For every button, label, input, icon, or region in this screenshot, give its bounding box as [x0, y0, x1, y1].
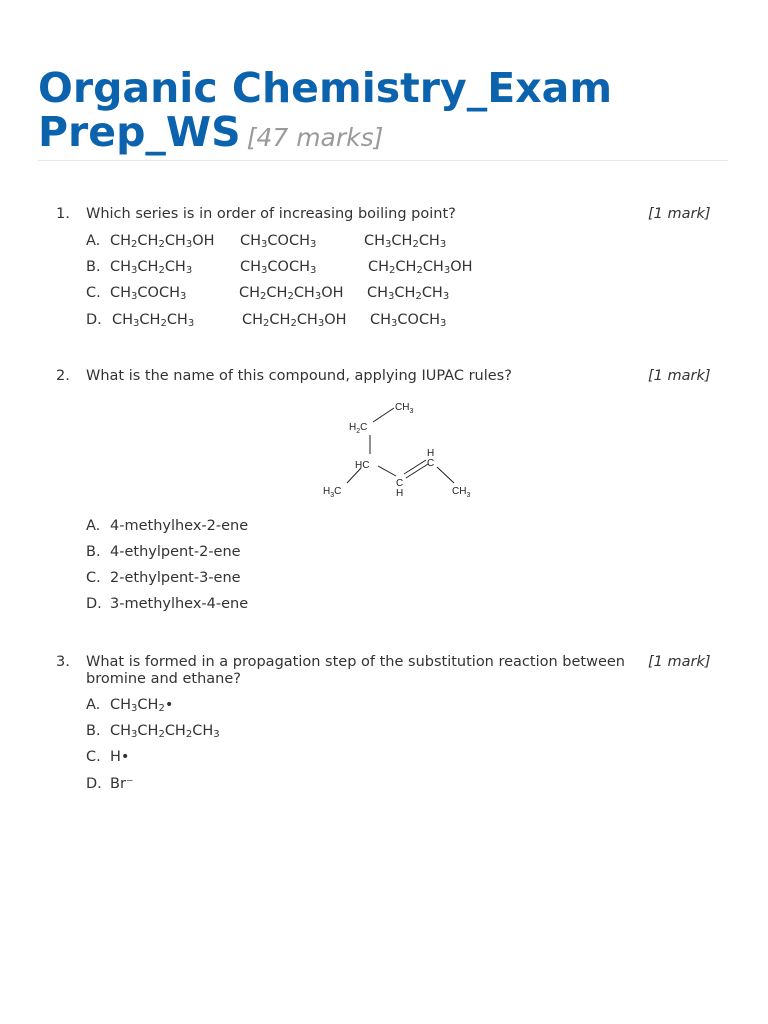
option-letter: C. — [86, 285, 101, 301]
atom-label: $H_2C$ — [349, 422, 368, 435]
formula: $CH_2CH_2CH_3OH$ — [242, 312, 347, 329]
atom-label-c-top — [427, 458, 434, 469]
option-text: 3-methylhex-4-ene — [110, 596, 249, 612]
atom-label-h2c — [349, 422, 367, 435]
formula: $CH_3CH_2CH_3$ — [364, 233, 447, 250]
atom-label: $H_3C$ — [323, 486, 342, 499]
structural-formula — [318, 398, 488, 502]
atom-label-h-bottom — [396, 488, 403, 499]
option-text: 4-methylhex-2-ene — [110, 518, 249, 534]
option-letter: B. — [86, 723, 101, 739]
option-letter: D. — [86, 312, 102, 328]
atom-label: HC — [355, 460, 370, 471]
option-text: 4-ethylpent-2-ene — [110, 544, 241, 560]
question-marks: [1 mark] — [648, 654, 711, 670]
atom-label-ch3-top — [395, 402, 413, 415]
formula: $CH_3CH_2CH_3$ — [112, 312, 195, 329]
formula: $CH_3COCH_3$ — [370, 312, 447, 329]
question-marks: [1 mark] — [648, 368, 711, 384]
option-text: Br⁻ — [110, 776, 134, 792]
option-text: $CH_3CH_2•$ — [110, 697, 174, 714]
atom-label: C — [396, 478, 404, 489]
atom-label: $CH_3$ — [395, 402, 414, 415]
formula: $CH_2CH_2CH_3OH$ — [368, 259, 473, 276]
question-text: Which series is in order of increasing boiling point? — [86, 206, 456, 222]
question-number: 2. — [56, 368, 70, 384]
atom-label: H — [396, 488, 404, 499]
option-letter: B. — [86, 259, 101, 275]
question-text: What is the name of this compound, applying IUPAC rules? — [86, 368, 512, 384]
atom-label-h3c — [323, 486, 341, 499]
atom-label: H — [427, 448, 435, 459]
atom-label-hc — [355, 460, 369, 471]
formula: $CH_3COCH_3$ — [240, 259, 317, 276]
formula: $CH_3COCH_3$ — [110, 285, 187, 302]
option-letter: C. — [86, 749, 101, 765]
formula: $CH_3COCH_3$ — [240, 233, 317, 250]
bond — [437, 467, 454, 483]
option-letter: C. — [86, 570, 101, 586]
question-number: 1. — [56, 206, 70, 222]
bond — [378, 466, 396, 476]
option-text: $CH_3CH_2CH_2CH_3$ — [110, 723, 220, 740]
question-number: 3. — [56, 654, 70, 670]
bond — [373, 408, 394, 422]
atom-label: $CH_3$ — [452, 486, 471, 499]
option-letter: D. — [86, 776, 102, 792]
option-text: H• — [110, 749, 130, 765]
option-letter: A. — [86, 518, 101, 534]
option-letter: B. — [86, 544, 101, 560]
formula: $CH_3CH_2CH_3$ — [367, 285, 450, 302]
atom-label: C — [427, 458, 435, 469]
atom-label-ch3-right — [452, 486, 470, 499]
option-letter: A. — [86, 697, 101, 713]
formula: $CH_2CH_2CH_3OH$ — [110, 233, 215, 250]
formula: $CH_3CH_2CH_3$ — [110, 259, 193, 276]
formula: $CH_2CH_2CH_3OH$ — [239, 285, 344, 302]
question-marks: [1 mark] — [648, 206, 711, 222]
page-title — [38, 66, 728, 160]
header-divider — [38, 160, 728, 161]
total-marks: [47 marks] — [246, 123, 384, 152]
option-letter: A. — [86, 233, 101, 249]
option-letter: D. — [86, 596, 102, 612]
question-text: What is formed in a propagation step of the substitution reaction between bromine and ethane? — [86, 654, 625, 687]
title-text: Organic Chemistry_Exam Prep_WS — [38, 64, 613, 156]
option-text: 2-ethylpent-3-ene — [110, 570, 241, 586]
